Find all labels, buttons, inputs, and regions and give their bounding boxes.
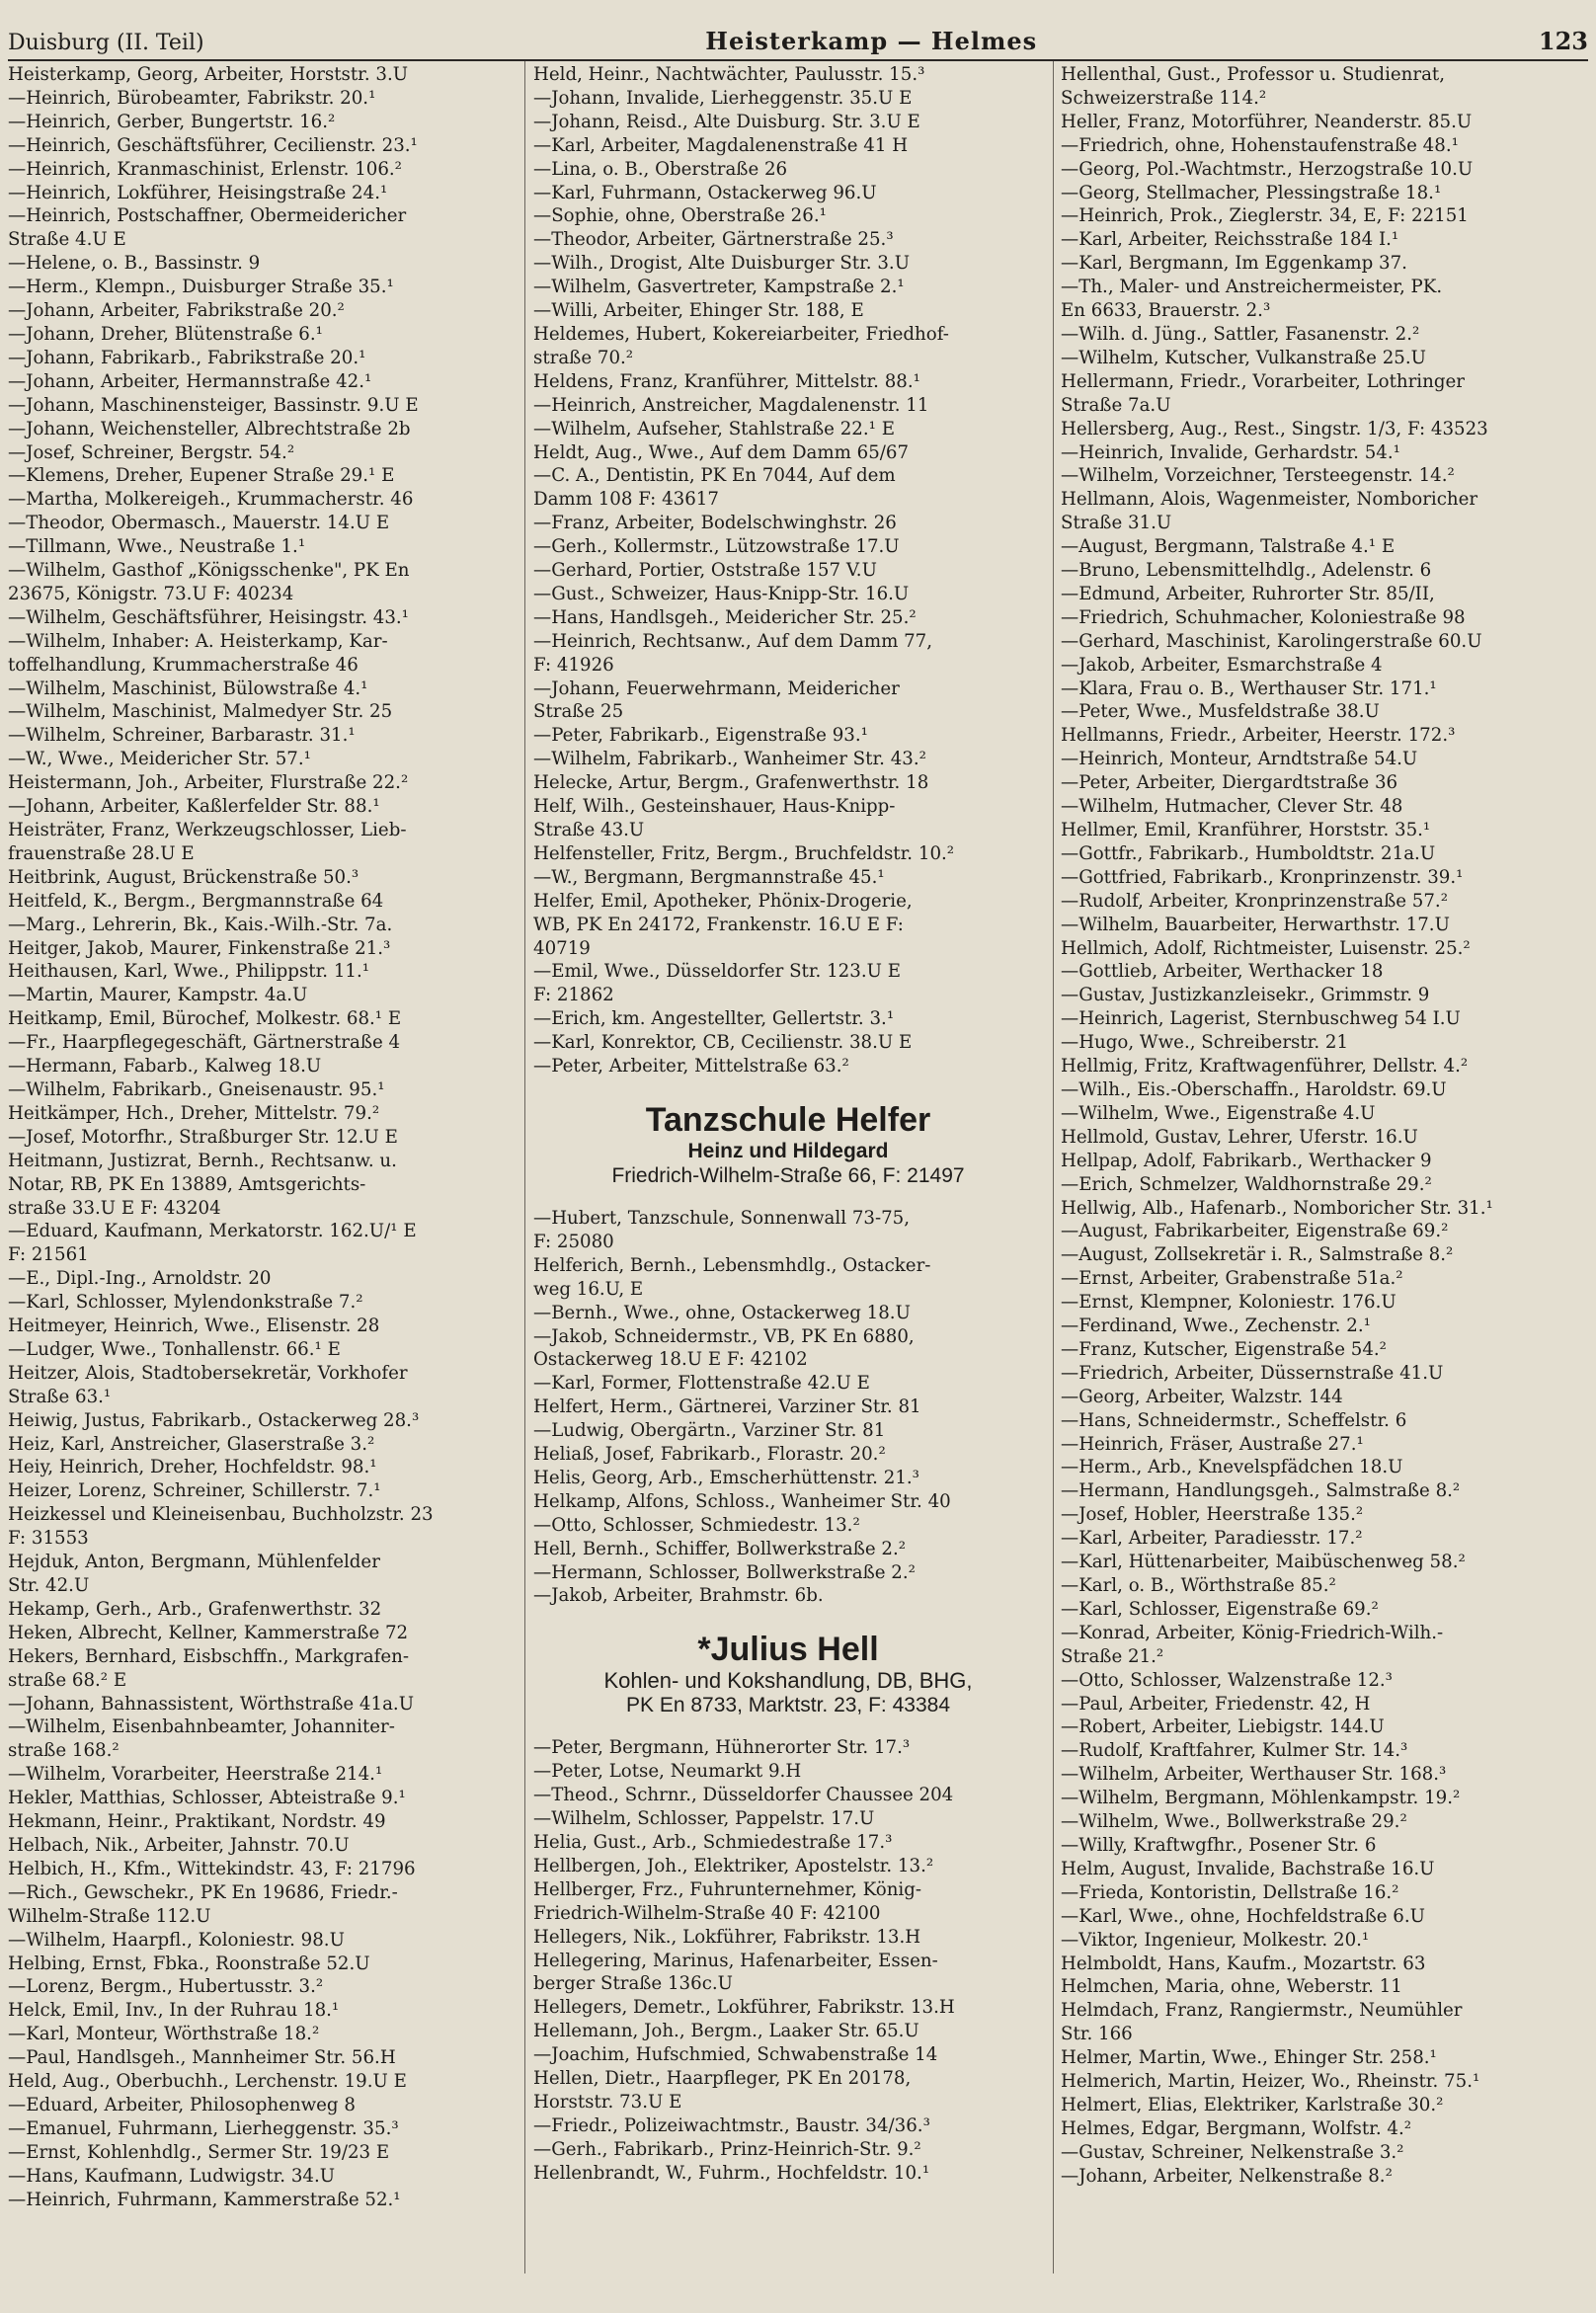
directory-entry-line: Str. 166 (1061, 2024, 1133, 2045)
directory-entry-line: —Georg, Stellmacher, Plessingstraße 18.¹ (1061, 182, 1442, 203)
directory-entry-line: 23675, Königstr. 73.U F: 40234 (8, 583, 294, 604)
directory-entry-line: —Johann, Invalide, Lierheggenstr. 35.U E (533, 87, 913, 109)
directory-entry-line: —Johann, Dreher, Blütenstraße 6.¹ (8, 323, 323, 345)
directory-entry-line: —Franz, Arbeiter, Bodelschwinghstr. 26 (533, 513, 897, 534)
directory-entry-line: —Klemens, Dreher, Eupener Straße 29.¹ E (8, 465, 395, 487)
directory-entry-line: —Wilh., Eis.-Oberschaffn., Haroldstr. 69.U (1061, 1078, 1447, 1100)
directory-entry-line: —Bruno, Lebensmittelhdlg., Adelenstr. 6 (1061, 560, 1432, 582)
directory-entry-line: —Heinrich, Lokführer, Heisingstraße 24.¹ (8, 182, 388, 203)
directory-entry-line: —Joachim, Hufschmied, Schwabenstraße 14 (533, 2044, 938, 2066)
directory-entry-line: —Heinrich, Fräser, Austraße 27.¹ (1061, 1433, 1364, 1455)
directory-entry-line: Straße 63.¹ (8, 1386, 112, 1407)
directory-entry-line: Helkamp, Alfons, Schloss., Wanheimer Str. 40 (533, 1490, 951, 1512)
directory-entry-line: —Jakob, Arbeiter, Brahmstr. 6b. (533, 1585, 824, 1607)
directory-entry-line: —Eduard, Kaufmann, Merkatorstr. 162.U/¹ E (8, 1221, 417, 1242)
directory-entry-line: —August, Fabrikarbeiter, Eigenstraße 69.² (1061, 1221, 1449, 1242)
directory-entry-line: Straße 4.U E (8, 229, 126, 251)
directory-entry-line: —Wilhelm, Geschäftsführer, Heisingstr. 43.¹ (8, 606, 409, 628)
directory-entry-line: Heiwig, Justus, Fabrikarb., Ostackerweg 28.³ (8, 1409, 420, 1431)
directory-entry-line: —Wilhelm, Arbeiter, Werthauser Str. 168.³ (1061, 1764, 1447, 1786)
directory-entry-line: —Helene, o. B., Bassinstr. 9 (8, 253, 261, 275)
directory-entry-line: —Johann, Reisd., Alte Duisburg. Str. 3.U E (533, 111, 920, 132)
directory-entry-line: Heldt, Aug., Wwe., Auf dem Damm 65/67 (533, 441, 910, 463)
directory-entry-line: —Friedr., Polizeiwachtmstr., Baustr. 34/36.³ (533, 2114, 930, 2136)
ad-subtitle: Kohlen- und Kokshandlung, DB, BHG, (603, 1668, 973, 1694)
directory-entry-line: Heken, Albrecht, Kellner, Kammerstraße 72 (8, 1622, 409, 1643)
directory-entry-line: Helfensteller, Fritz, Bergm., Bruchfeldstr. 10.² (533, 842, 955, 864)
directory-entry-line: —Th., Maler- und Anstreichermeister, PK. (1061, 277, 1443, 298)
directory-entry-line: Hellenbrandt, W., Fuhrm., Hochfeldstr. 10.¹ (533, 2162, 930, 2184)
directory-entry-line: Helm, August, Invalide, Bachstraße 16.U (1061, 1858, 1435, 1879)
directory-entry-line: —Peter, Wwe., Musfeldstraße 38.U (1061, 701, 1380, 723)
directory-entry-line: Heitmann, Justizrat, Bernh., Rechtsanw. u. (8, 1150, 397, 1171)
directory-entry-line: —Josef, Schreiner, Bergstr. 54.² (8, 441, 295, 463)
directory-entry-line: —Rudolf, Kraftfahrer, Kulmer Str. 14.³ (1061, 1740, 1408, 1762)
directory-entry-line: —Johann, Arbeiter, Fabrikstraße 20.² (8, 300, 345, 322)
directory-entry-line: —Theodor, Obermasch., Mauerstr. 14.U E (8, 513, 390, 534)
directory-entry-line: Heitmeyer, Heinrich, Wwe., Elisenstr. 28 (8, 1316, 380, 1337)
directory-entry-line: Str. 42.U (8, 1575, 90, 1596)
directory-entry-line: —Heinrich, Lagerist, Sternbuschweg 54 I.U (1061, 1008, 1461, 1030)
directory-entry-line: Straße 31.U (1061, 513, 1172, 534)
directory-entry-line: —Heinrich, Monteur, Arndtstraße 54.U (1061, 749, 1418, 770)
directory-entry-line: —Herm., Klempn., Duisburger Straße 35.¹ (8, 277, 394, 298)
directory-entry-line: —Josef, Hobler, Heerstraße 135.² (1061, 1504, 1364, 1526)
directory-entry-line: Helis, Georg, Arb., Emscherhüttenstr. 21.³ (533, 1467, 919, 1488)
column-divider (1053, 61, 1054, 2273)
directory-entry-line: —Johann, Arbeiter, Kaßlerfelder Str. 88.¹ (8, 796, 380, 818)
directory-entry-line: Helbich, H., Kfm., Wittekindstr. 43, F: 21796 (8, 1858, 416, 1879)
directory-entry-line: —Gerh., Fabrikarb., Prinz-Heinrich-Str. 9.² (533, 2138, 921, 2160)
directory-entry-line: Heiy, Heinrich, Dreher, Hochfeldstr. 98.¹ (8, 1457, 377, 1478)
directory-entry-line: —Ferdinand, Wwe., Zechenstr. 2.¹ (1061, 1316, 1371, 1337)
directory-entry-line: Helmdach, Franz, Rangiermstr., Neumühler (1061, 2000, 1463, 2022)
directory-entry-line: —Emil, Wwe., Düsseldorfer Str. 123.U E (533, 961, 901, 983)
directory-entry-line: —Hermann, Handlungsgeh., Salmstraße 8.² (1061, 1480, 1461, 1502)
directory-entry-line: Heitkamp, Emil, Bürochef, Molkestr. 68.¹ E (8, 1008, 402, 1030)
directory-entry-line: —Karl, Schlosser, Eigenstraße 69.² (1061, 1598, 1379, 1620)
directory-entry-line: —Otto, Schlosser, Schmiedestr. 13.² (533, 1514, 860, 1536)
directory-entry-line: F: 21862 (533, 985, 614, 1006)
directory-entry-line: —Josef, Motorfhr., Straßburger Str. 12.U E (8, 1126, 398, 1148)
advertisement (533, 1608, 1043, 1736)
directory-entry-line: —Hubert, Tanzschule, Sonnenwall 73-75, (533, 1207, 911, 1229)
directory-entry-line: Hellmanns, Friedr., Arbeiter, Heerstr. 172.³ (1061, 725, 1456, 747)
directory-entry-line: Hellmold, Gustav, Lehrer, Uferstr. 16.U (1061, 1126, 1418, 1148)
directory-entry-line: —Peter, Arbeiter, Diergardtstraße 36 (1061, 772, 1398, 794)
directory-entry-line: Heller, Franz, Motorführer, Neanderstr. 85.U (1061, 111, 1473, 132)
directory-entry-line: F: 41926 (533, 654, 614, 676)
directory-entry-line: —Karl, Hüttenarbeiter, Maibüschenweg 58.² (1061, 1552, 1466, 1573)
directory-entry-line: —C. A., Dentistin, PK En 7044, Auf dem (533, 465, 896, 487)
directory-entry-line: —Wilhelm, Bergmann, Möhlenkampstr. 19.² (1061, 1788, 1461, 1809)
directory-entry-line: Heitzer, Alois, Stadtobersekretär, Vorkhofer (8, 1362, 408, 1384)
directory-entry-line: —Gottfr., Fabrikarb., Humboldtstr. 21a.U (1061, 842, 1436, 864)
directory-entry-line: F: 25080 (533, 1231, 614, 1252)
directory-entry-line: Schweizerstraße 114.² (1061, 87, 1267, 109)
directory-entry-line: Hellberger, Frz., Fuhrunternehmer, König- (533, 1878, 922, 1900)
directory-entry-line: —Hermann, Fabarb., Kalweg 18.U (8, 1056, 322, 1077)
directory-entry-line: —Sophie, ohne, Oberstraße 26.¹ (533, 205, 827, 227)
directory-entry-line: Heizkessel und Kleineisenbau, Buchholzstr. 23 (8, 1504, 434, 1526)
directory-entry-line: Hellegering, Marinus, Hafenarbeiter, Essen- (533, 1950, 938, 1971)
directory-entry-line: —Viktor, Ingenieur, Molkestr. 20.¹ (1061, 1929, 1370, 1951)
directory-entry-line: Heisterkamp, Georg, Arbeiter, Horststr. 3.U (8, 64, 409, 85)
directory-entry-line: Hellemann, Joh., Bergm., Laaker Str. 65.U (533, 2021, 919, 2042)
directory-entry-line: —Heinrich, Fuhrmann, Kammerstraße 52.¹ (8, 2189, 401, 2210)
directory-entry-line: —Lina, o. B., Oberstraße 26 (533, 158, 788, 180)
directory-entry-line: —Wilhelm, Vorarbeiter, Heerstraße 214.¹ (8, 1764, 383, 1786)
directory-entry-line: —Wilh. d. Jüng., Sattler, Fasanenstr. 2.² (1061, 323, 1420, 345)
directory-entry-line: Hekler, Matthias, Schlosser, Abteistraße 9.¹ (8, 1788, 406, 1809)
directory-entry-line: Straße 43.U (533, 820, 645, 840)
directory-entry-line: Hellegers, Demetr., Lokführer, Fabrikstr. 13.H (533, 1997, 955, 2019)
directory-entry-line: Damm 108 F: 43617 (533, 489, 719, 511)
directory-entry-line: —Heinrich, Gerber, Bungertstr. 16.² (8, 111, 336, 132)
column-1 (8, 63, 518, 2211)
directory-entry-line: Heiz, Karl, Anstreicher, Glaserstraße 3.² (8, 1433, 375, 1455)
directory-entry-line: —Peter, Bergmann, Hühnerorter Str. 17.³ (533, 1737, 911, 1759)
directory-entry-line: —Peter, Lotse, Neumarkt 9.H (533, 1761, 802, 1783)
directory-entry-line: —Hans, Schneidermstr., Scheffelstr. 6 (1061, 1409, 1407, 1431)
directory-entry-line: Straße 7a.U (1061, 394, 1171, 416)
directory-entry-line: —Tillmann, Wwe., Neustraße 1.¹ (8, 536, 306, 558)
directory-entry-line: —Karl, Arbeiter, Paradiesstr. 17.² (1061, 1528, 1363, 1550)
directory-entry-line: weg 16.U, E (533, 1278, 644, 1300)
directory-entry-line: —Martha, Molkereigeh., Krummacherstr. 46 (8, 489, 414, 511)
directory-entry-line: Helf, Wilh., Gesteinshauer, Haus-Knipp- (533, 796, 896, 818)
directory-entry-line: —Georg, Pol.-Wachtmstr., Herzogstraße 10.U (1061, 158, 1474, 180)
directory-entry-line: straße 70.² (533, 347, 634, 368)
directory-entry-line: —Karl, Monteur, Wörthstraße 18.² (8, 2024, 320, 2045)
directory-entry-line: —Jakob, Schneidermstr., VB, PK En 6880, (533, 1325, 915, 1347)
directory-entry-line: —Hermann, Schlosser, Bollwerkstraße 2.² (533, 1561, 916, 1583)
directory-entry-line: —Heinrich, Kranmaschinist, Erlenstr. 106.² (8, 158, 402, 180)
directory-entry-line: —Heinrich, Bürobeamter, Fabrikstr. 20.¹ (8, 87, 376, 109)
directory-entry-line: —Wilhelm, Inhaber: A. Heisterkamp, Kar- (8, 630, 388, 652)
directory-entry-line: Hellbergen, Joh., Elektriker, Apostelstr. 13.² (533, 1855, 934, 1876)
directory-entry-line: Hellenthal, Gust., Professor u. Studienrat, (1061, 64, 1445, 85)
directory-entry-line: Hellmig, Fritz, Kraftwagenführer, Dellstr. 4.² (1061, 1056, 1469, 1077)
directory-entry-line: —Rudolf, Arbeiter, Kronprinzenstraße 57.² (1061, 890, 1448, 912)
directory-entry-line: —Karl, Konrektor, CB, Cecilienstr. 38.U E (533, 1032, 913, 1054)
directory-entry-line: Helferich, Bernh., Lebensmhdlg., Ostacker- (533, 1254, 931, 1276)
directory-entry-line: —Wilhelm, Hutmacher, Clever Str. 48 (1061, 796, 1403, 818)
directory-entry-line: —Wilhelm, Schreiner, Barbarastr. 31.¹ (8, 725, 356, 747)
directory-entry-line: —Wilhelm, Aufseher, Stahlstraße 22.¹ E (533, 418, 895, 439)
directory-entry-line: Hellermann, Friedr., Vorarbeiter, Lothringer (1061, 370, 1465, 392)
directory-entry-line: WB, PK En 24172, Frankenstr. 16.U E F: (533, 914, 904, 935)
directory-entry-line: Heizer, Lorenz, Schreiner, Schillerstr. 7.¹ (8, 1480, 381, 1502)
directory-entry-line: —Wilhelm, Gasthof „Königsschenke", PK En (8, 560, 410, 582)
directory-entry-line: —Wilhelm, Schlosser, Pappelstr. 17.U (533, 1808, 875, 1830)
directory-entry-line: Ostackerweg 18.U E F: 42102 (533, 1349, 808, 1371)
directory-entry-line: Helck, Emil, Inv., In der Ruhrau 18.¹ (8, 2000, 340, 2022)
column-3 (1061, 63, 1590, 2189)
directory-entry-line: —Hans, Handlsgeh., Meidericher Str. 25.² (533, 606, 917, 628)
directory-entry-line: —Johann, Bahnassistent, Wörthstraße 41a.U (8, 1693, 415, 1715)
directory-entry-line: —Peter, Arbeiter, Mittelstraße 63.² (533, 1056, 849, 1077)
directory-entry-line: Heldens, Franz, Kranführer, Mittelstr. 88.¹ (533, 370, 920, 392)
directory-entry-line: —Theod., Schrnr., Düsseldorfer Chaussee 204 (533, 1785, 954, 1806)
directory-entry-line: toffelhandlung, Krummacherstraße 46 (8, 654, 359, 676)
directory-entry-line: —Paul, Arbeiter, Friedenstr. 42, H (1061, 1693, 1371, 1715)
directory-entry-line: Hekamp, Gerh., Arb., Grafenwerthstr. 32 (8, 1598, 382, 1620)
ad-subtitle: Heinz und Hildegard (687, 1139, 889, 1162)
directory-entry-line: —Wilhelm, Wwe., Eigenstraße 4.U (1061, 1102, 1376, 1124)
directory-entry-line: —Wilh., Drogist, Alte Duisburger Str. 3.U (533, 253, 911, 275)
directory-entry-line: —Gerhard, Portier, Oststraße 157 V.U (533, 560, 877, 582)
directory-entry-line: Heithausen, Karl, Wwe., Philippstr. 11.¹ (8, 961, 370, 983)
directory-entry-line: —Johann, Fabrikarb., Fabrikstraße 20.¹ (8, 347, 366, 368)
directory-entry-line: —Bernh., Wwe., ohne, Ostackerweg 18.U (533, 1302, 911, 1323)
directory-entry-line: Held, Heinr., Nachtwächter, Paulusstr. 15.³ (533, 64, 925, 85)
directory-entry-line: Heitbrink, August, Brückenstraße 50.³ (8, 866, 359, 888)
directory-entry-line: —Herm., Arb., Knevelspfädchen 18.U (1061, 1457, 1403, 1478)
directory-entry-line: Helfer, Emil, Apotheker, Phönix-Drogerie, (533, 890, 913, 912)
directory-entry-line: —Konrad, Arbeiter, König-Friedrich-Wilh.- (1061, 1622, 1444, 1643)
ad-title: *Julius Hell (697, 1631, 879, 1669)
directory-entry-line: —Johann, Maschinensteiger, Bassinstr. 9.U E (8, 394, 419, 416)
directory-entry-line: Hekmann, Heinr., Praktikant, Nordstr. 49 (8, 1811, 386, 1833)
directory-entry-line: Hellegers, Nik., Lokführer, Fabrikstr. 13.H (533, 1926, 921, 1948)
directory-entry-line: —Heinrich, Postschaffner, Obermeidericher (8, 205, 407, 227)
directory-entry-line: —Karl, Wwe., ohne, Hochfeldstraße 6.U (1061, 1905, 1425, 1927)
directory-entry-line: —E., Dipl.-Ing., Arnoldstr. 20 (8, 1268, 272, 1290)
directory-entry-line: frauenstraße 28.U E (8, 842, 195, 864)
directory-entry-line: Hellersberg, Aug., Rest., Singstr. 1/3, F: 43523 (1061, 418, 1488, 439)
header-city: Duisburg (II. Teil) (8, 31, 204, 55)
directory-entry-line: —Wilhelm, Haarpfl., Koloniestr. 98.U (8, 1929, 345, 1951)
ad-address: PK En 8733, Marktstr. 23, F: 43384 (625, 1694, 950, 1717)
directory-entry-line: straße 168.² (8, 1740, 120, 1762)
directory-entry-line: —Wilhelm, Maschinist, Malmedyer Str. 25 (8, 701, 393, 723)
directory-entry-line: Helmert, Elias, Elektriker, Karlstraße 30.² (1061, 2094, 1444, 2115)
directory-entry-line: —August, Zollsekretär i. R., Salmstraße 8.² (1061, 1244, 1454, 1266)
directory-entry-line: —Martin, Maurer, Kampstr. 4a.U (8, 985, 308, 1006)
directory-entry-line: —Karl, Arbeiter, Magdalenenstraße 41 H (533, 134, 909, 156)
directory-entry-line: —Heinrich, Geschäftsführer, Cecilienstr. 23.¹ (8, 134, 418, 156)
directory-entry-line: —Frieda, Kontoristin, Dellstraße 16.² (1061, 1881, 1399, 1903)
directory-entry-line: —Ernst, Klempner, Koloniestr. 176.U (1061, 1292, 1396, 1314)
directory-entry-line: —Eduard, Arbeiter, Philosophenweg 8 (8, 2094, 356, 2115)
directory-entry-line: —Hugo, Wwe., Schreiberstr. 21 (1061, 1032, 1349, 1054)
directory-entry-line: —Ludger, Wwe., Tonhallenstr. 66.¹ E (8, 1338, 341, 1360)
directory-entry-line: —Wilhelm, Kutscher, Vulkanstraße 25.U (1061, 347, 1426, 368)
directory-entry-line: Hellmann, Alois, Wagenmeister, Nomboricher (1061, 489, 1478, 511)
directory-entry-line: Heistermann, Joh., Arbeiter, Flurstraße 22.² (8, 772, 409, 794)
directory-entry-line: —Johann, Weichensteller, Albrechtstraße 2b (8, 418, 411, 439)
directory-entry-line: straße 33.U E F: 43204 (8, 1197, 221, 1219)
directory-entry-line: Horststr. 73.U E (533, 2091, 682, 2113)
advertisement (533, 1078, 1043, 1207)
directory-entry-line: —Karl, Schlosser, Mylendonkstraße 7.² (8, 1292, 363, 1314)
directory-entry-line: —Wilhelm, Maschinist, Bülowstraße 4.¹ (8, 678, 368, 699)
directory-entry-line: —Ernst, Arbeiter, Grabenstraße 51a.² (1061, 1268, 1403, 1290)
ad-address: Friedrich-Wilhelm-Straße 66, F: 21497 (611, 1163, 965, 1187)
directory-entry-line: —Friedrich, Arbeiter, Düssernstraße 41.U (1061, 1362, 1444, 1384)
directory-entry-line: —Fr., Haarpflegegeschäft, Gärtnerstraße 4 (8, 1032, 401, 1054)
directory-entry-line: —Wilhelm, Gasvertreter, Kampstraße 2.¹ (533, 277, 905, 298)
directory-entry-line: —Klara, Frau o. B., Werthauser Str. 171.¹ (1061, 678, 1437, 699)
directory-entry-line: —Gustav, Schreiner, Nelkenstraße 3.² (1061, 2141, 1404, 2163)
page-header (8, 22, 1588, 61)
directory-entry-line: —Wilhelm, Eisenbahnbeamter, Johanniter- (8, 1716, 395, 1738)
directory-entry-line: —Karl, Former, Flottenstraße 42.U E (533, 1373, 870, 1395)
directory-entry-line: Helmes, Edgar, Bergmann, Wolfstr. 4.² (1061, 2117, 1412, 2139)
directory-entry-line: —Friedrich, Schuhmacher, Koloniestraße 98 (1061, 606, 1466, 628)
directory-entry-line: Helia, Gust., Arb., Schmiedestraße 17.³ (533, 1832, 893, 1853)
directory-entry-line: Helbach, Nik., Arbeiter, Jahnstr. 70.U (8, 1834, 350, 1856)
directory-entry-line: —Gottfried, Fabrikarb., Kronprinzenstr. 39.¹ (1061, 866, 1464, 888)
directory-entry-line: Heitfeld, K., Bergm., Bergmannstraße 64 (8, 890, 384, 912)
directory-entry-line: F: 31553 (8, 1528, 89, 1550)
directory-entry-line: —Wilhelm, Bauarbeiter, Herwarthstr. 17.U (1061, 914, 1450, 935)
directory-entry-line: Hejduk, Anton, Bergmann, Mühlenfelder (8, 1552, 380, 1573)
column-divider (524, 61, 525, 2273)
directory-entry-line: —W., Bergmann, Bergmannstraße 45.¹ (533, 866, 885, 888)
directory-entry-line: —Willi, Arbeiter, Ehinger Str. 188, E (533, 300, 864, 322)
directory-entry-line: —Gerhard, Maschinist, Karolingerstraße 60.U (1061, 630, 1482, 652)
directory-entry-line: —W., Wwe., Meidericher Str. 57.¹ (8, 749, 311, 770)
directory-entry-line: —Karl, Bergmann, Im Eggenkamp 37. (1061, 253, 1407, 275)
directory-entry-line: Helmer, Martin, Wwe., Ehinger Str. 258.¹ (1061, 2047, 1437, 2069)
directory-entry-line: —Gottlieb, Arbeiter, Werthacker 18 (1061, 961, 1384, 983)
directory-entry-line: Heldemes, Hubert, Kokereiarbeiter, Friedhof- (533, 323, 949, 345)
directory-entry-line: —Lorenz, Bergm., Hubertusstr. 3.² (8, 1976, 324, 1998)
directory-entry-line: —Rich., Gewschekr., PK En 19686, Friedr.- (8, 1881, 398, 1903)
directory-entry-line: —Ernst, Kohlenhdlg., Sermer Str. 19/23 E (8, 2141, 390, 2163)
directory-entry-line: —Wilhelm, Wwe., Bollwerkstraße 29.² (1061, 1811, 1407, 1833)
directory-entry-line: Helfert, Herm., Gärtnerei, Varziner Str. 81 (533, 1396, 921, 1418)
directory-entry-line: —Marg., Lehrerin, Bk., Kais.-Wilh.-Str. 7a. (8, 914, 393, 935)
directory-entry-line: Heitkämper, Hch., Dreher, Mittelstr. 79.² (8, 1102, 380, 1124)
directory-entry-line: —Gustav, Justizkanzleisekr., Grimmstr. 9 (1061, 985, 1430, 1006)
directory-entry-line: Helmboldt, Hans, Kaufm., Mozartstr. 63 (1061, 1953, 1426, 1974)
directory-entry-line: —Johann, Arbeiter, Hermannstraße 42.¹ (8, 370, 372, 392)
directory-entry-line: F: 21561 (8, 1244, 89, 1266)
directory-entry-line: —Franz, Kutscher, Eigenstraße 54.² (1061, 1338, 1387, 1360)
directory-entry-line: —Otto, Schlosser, Walzenstraße 12.³ (1061, 1669, 1393, 1691)
directory-entry-line: Hellen, Dietr., Haarpfleger, PK En 20178, (533, 2068, 912, 2090)
directory-entry-line: —Ludwig, Obergärtn., Varziner Str. 81 (533, 1420, 886, 1442)
directory-entry-line: —Heinrich, Prok., Zieglerstr. 34, E, F: 22151 (1061, 205, 1469, 227)
directory-entry-line: —Heinrich, Invalide, Gerhardstr. 54.¹ (1061, 441, 1400, 463)
page-number: 123 (1538, 27, 1588, 55)
directory-entry-line: —Heinrich, Rechtsanw., Auf dem Damm 77, (533, 630, 933, 652)
ad-title: Tanzschule Helfer (645, 1100, 931, 1139)
directory-entry-line: —Peter, Fabrikarb., Eigenstraße 93.¹ (533, 725, 868, 747)
directory-entry-line: —August, Bergmann, Talstraße 4.¹ E (1061, 536, 1396, 558)
directory-entry-line: —Karl, Arbeiter, Reichsstraße 184 I.¹ (1061, 229, 1399, 251)
directory-entry-line: straße 68.² E (8, 1669, 127, 1691)
directory-entry-line: Straße 21.² (1061, 1645, 1164, 1667)
directory-entry-line: —Friedrich, ohne, Hohenstaufenstraße 48.¹ (1061, 134, 1459, 156)
directory-entry-line: —Jakob, Arbeiter, Esmarchstraße 4 (1061, 654, 1383, 676)
directory-entry-line: Wilhelm-Straße 112.U (8, 1905, 211, 1927)
directory-entry-line: —Theodor, Arbeiter, Gärtnerstraße 25.³ (533, 229, 894, 251)
directory-entry-line: 40719 (533, 937, 591, 959)
directory-entry-line: Helmerich, Martin, Heizer, Wo., Rheinstr. 75.¹ (1061, 2071, 1480, 2093)
directory-entry-line: Hellmich, Adolf, Richtmeister, Luisenstr. 25.² (1061, 937, 1471, 959)
directory-entry-line: —Paul, Handlsgeh., Mannheimer Str. 56.H (8, 2047, 396, 2069)
directory-entry-line: —Georg, Arbeiter, Walzstr. 144 (1061, 1386, 1343, 1407)
directory-entry-line: berger Straße 136c.U (533, 1973, 733, 1995)
directory-entry-line: Heitger, Jakob, Maurer, Finkenstraße 21.³ (8, 937, 391, 959)
directory-entry-line: —Robert, Arbeiter, Liebigstr. 144.U (1061, 1716, 1385, 1738)
directory-entry-line: Notar, RB, PK En 13889, Amtsgerichts- (8, 1173, 366, 1195)
directory-entry-line: Heliaß, Josef, Fabrikarb., Florastr. 20.² (533, 1444, 886, 1466)
directory-entry-line: —Karl, o. B., Wörthstraße 85.² (1061, 1575, 1336, 1596)
directory-entry-line: Hellmer, Emil, Kranführer, Horststr. 35.¹ (1061, 820, 1431, 840)
directory-entry-line: Hell, Bernh., Schiffer, Bollwerkstraße 2.² (533, 1538, 907, 1559)
directory-entry-line: —Wilhelm, Fabrikarb., Wanheimer Str. 43.² (533, 749, 926, 770)
directory-entry-line: Friedrich-Wilhelm-Straße 40 F: 42100 (533, 1902, 881, 1924)
directory-entry-line: Hekers, Bernhard, Eisbschffn., Markgrafen- (8, 1645, 409, 1667)
directory-entry-line: —Hans, Kaufmann, Ludwigstr. 34.U (8, 2165, 336, 2187)
header-range: Heisterkamp — Helmes (705, 27, 1038, 55)
directory-entry-line: —Gust., Schweizer, Haus-Knipp-Str. 16.U (533, 583, 910, 604)
directory-entry-line: Heisträter, Franz, Werkzeugschlosser, Lieb- (8, 820, 407, 840)
directory-entry-line: —Edmund, Arbeiter, Ruhrorter Str. 85/II, (1061, 583, 1435, 604)
directory-entry-line: —Karl, Fuhrmann, Ostackerweg 96.U (533, 182, 877, 203)
column-2 (533, 63, 1043, 2186)
directory-entry-line: Hellwig, Alb., Hafenarb., Nomboricher Str. 31.¹ (1061, 1197, 1493, 1219)
directory-entry-line: —Emanuel, Fuhrmann, Lierheggenstr. 35.³ (8, 2117, 399, 2139)
directory-entry-line: —Erich, km. Angestellter, Gellertstr. 3.¹ (533, 1008, 895, 1030)
directory-entry-line: —Erich, Schmelzer, Waldhornstraße 29.² (1061, 1173, 1432, 1195)
directory-entry-line: —Johann, Arbeiter, Nelkenstraße 8.² (1061, 2165, 1393, 2187)
directory-entry-line: Straße 25 (533, 701, 624, 723)
directory-entry-line: —Wilhelm, Fabrikarb., Gneisenaustr. 95.¹ (8, 1078, 385, 1100)
directory-entry-line: Held, Aug., Oberbuchh., Lerchenstr. 19.U E (8, 2071, 407, 2093)
directory-entry-line: —Gerh., Kollermstr., Lützowstraße 17.U (533, 536, 900, 558)
directory-entry-line: En 6633, Brauerstr. 2.³ (1061, 300, 1271, 322)
directory-entry-line: —Willy, Kraftwgfhr., Posener Str. 6 (1061, 1834, 1377, 1856)
directory-entry-line: —Johann, Feuerwehrmann, Meidericher (533, 678, 900, 699)
directory-entry-line: Hellpap, Adolf, Fabrikarb., Werthacker 9 (1061, 1150, 1432, 1171)
directory-entry-line: —Heinrich, Anstreicher, Magdalenenstr. 11 (533, 394, 929, 416)
directory-entry-line: Helecke, Artur, Bergm., Grafenwerthstr. 18 (533, 772, 929, 794)
directory-entry-line: Helbing, Ernst, Fbka., Roonstraße 52.U (8, 1953, 370, 1974)
directory-entry-line: Helmchen, Maria, ohne, Weberstr. 11 (1061, 1976, 1402, 1998)
directory-entry-line: —Wilhelm, Vorzeichner, Tersteegenstr. 14.² (1061, 465, 1455, 487)
